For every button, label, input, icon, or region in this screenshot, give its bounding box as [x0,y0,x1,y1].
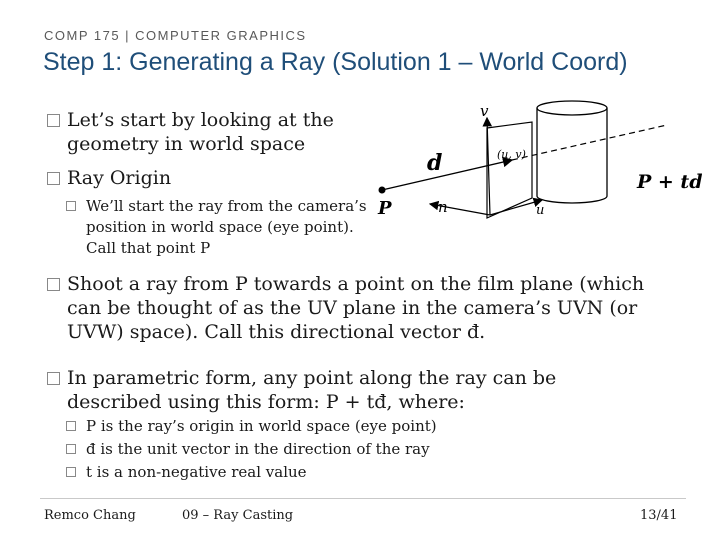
label-v: v [480,102,489,120]
sub-bullet-text: We’ll start the ray from the camera’s position in world space (eye point). Call that point P [86,197,367,257]
bullet-text: Ray Origin [67,167,172,189]
bullet-text: Shoot a ray from P towards a point on the film plane (which can be thought of as the UV plane in the camera’s UVN (or UVW) space). Call this directional vector đ. [67,273,645,343]
ray-geometry-diagram [372,100,702,260]
eye-point [379,187,386,194]
sub-bullet-marker-icon [66,467,76,477]
label-d: d [427,150,443,176]
footer-page-number: 13/41 [640,508,678,523]
bullet-text: Let’s start by looking at the geometry in world space [67,109,334,155]
sub-bullet-direction [66,439,566,460]
sub-bullet-marker-icon [66,444,76,454]
film-plane [487,122,532,218]
bullet-marker-icon [47,114,60,127]
label-ptd: P + td [637,171,702,193]
sub-bullet-eye-point [66,196,371,259]
sub-bullet-text: P is the ray’s origin in world space (eye point) [86,417,437,435]
bullet-geometry [47,108,367,156]
bullet-marker-icon [47,172,60,185]
label-P: P [378,198,392,219]
slide-title: Step 1: Generating a Ray (Solution 1 – World Coord) [43,48,628,76]
sub-bullet-parameter [66,462,566,483]
bullet-text: In parametric form, any point along the ray can be described using this form: P + tđ, where: [67,367,557,413]
sub-bullet-marker-icon [66,201,76,211]
bullet-ray-origin [47,166,367,190]
bullet-parametric-form [47,366,607,414]
bullet-marker-icon [47,372,60,385]
label-n: n [438,198,448,216]
course-header: COMP 175 | COMPUTER GRAPHICS [44,28,307,43]
sub-bullet-text: đ is the unit vector in the direction of the ray [86,440,430,458]
sub-bullet-origin [66,416,566,437]
label-uv: (u, v) [497,148,526,161]
footer-divider [40,498,686,499]
bullet-marker-icon [47,278,60,291]
scene-cylinder [537,101,607,203]
sub-bullet-marker-icon [66,421,76,431]
ray-extension [512,125,667,160]
footer-author: Remco Chang [44,508,136,523]
sub-bullet-text: t is a non-negative real value [86,463,307,481]
bullet-shoot-ray [47,272,657,344]
footer-lecture: 09 – Ray Casting [182,508,294,523]
label-u: u [536,203,545,218]
